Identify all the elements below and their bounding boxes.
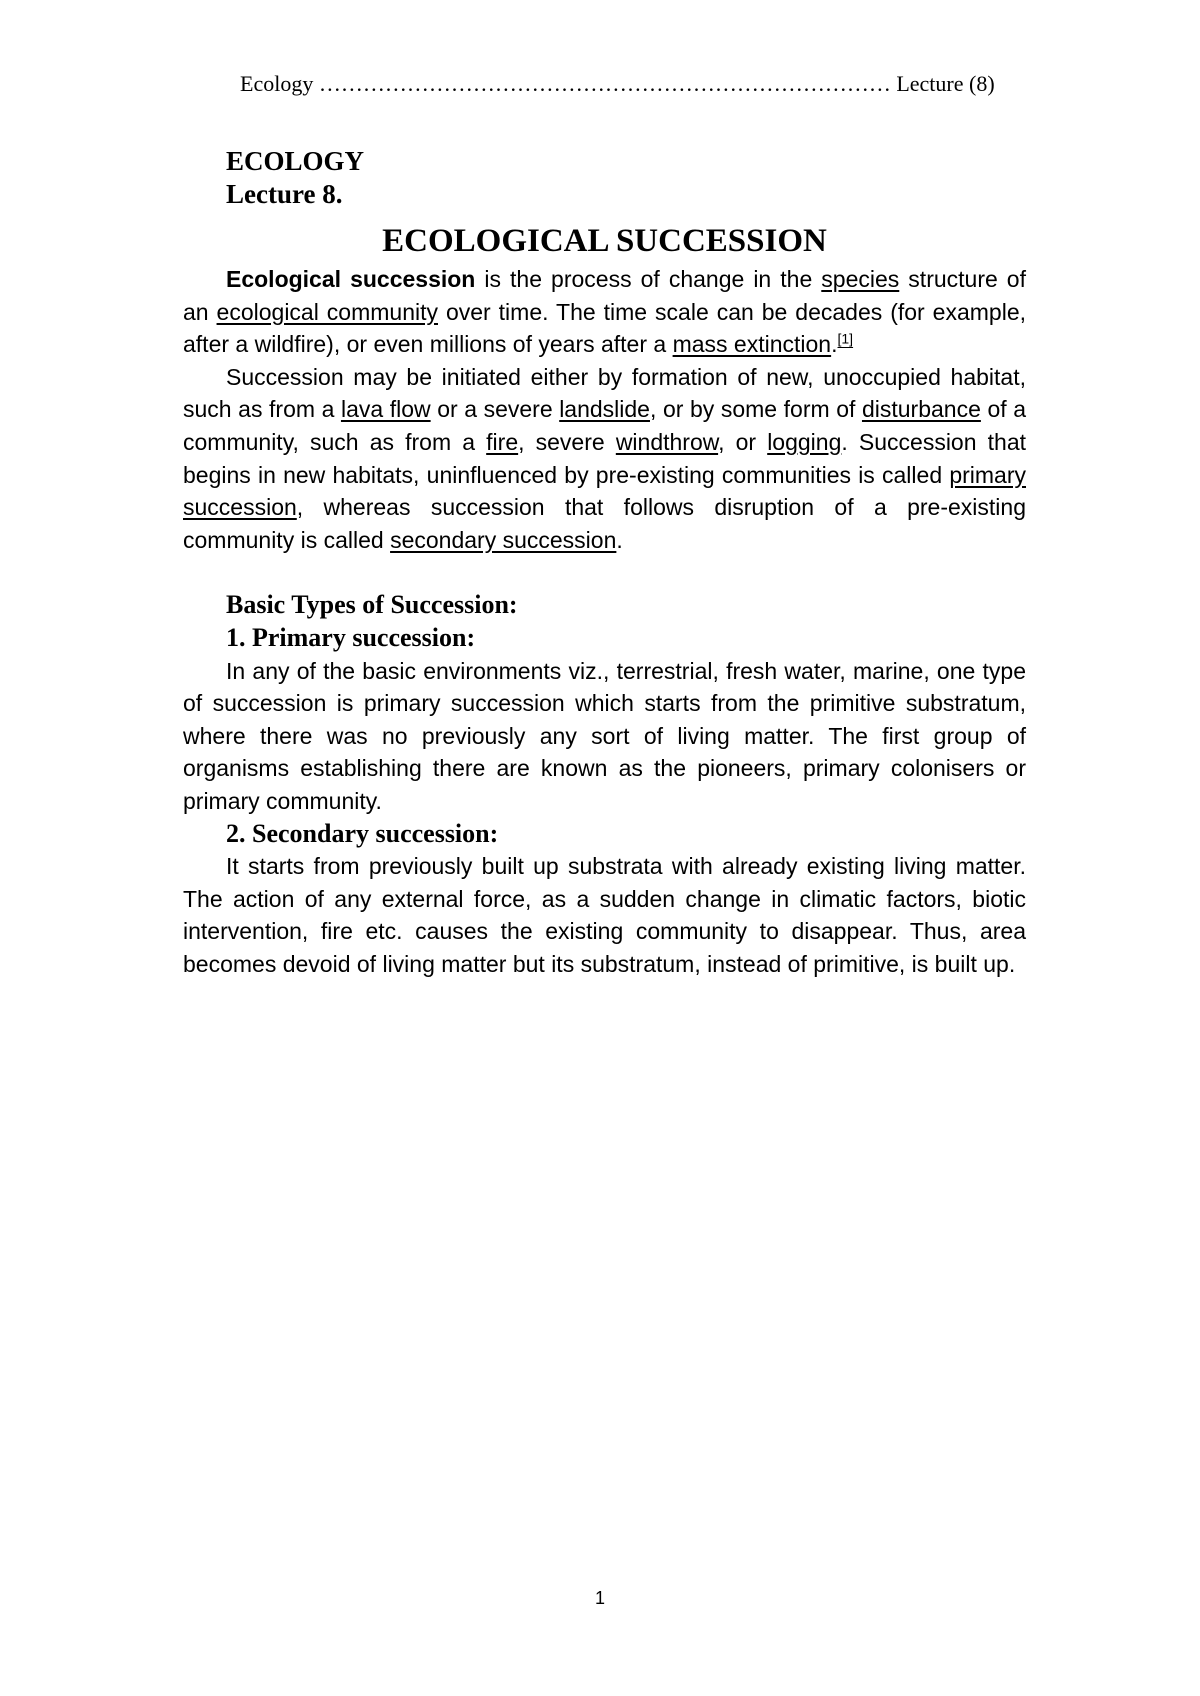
link-species[interactable]: species [821,266,900,292]
text-run: . [616,526,623,553]
initiation-paragraph [183,361,1026,557]
page-number: 1 [594,1588,605,1608]
course-title: ECOLOGY [226,146,365,176]
text-run: structure of an [183,266,1026,325]
text-run: . Succession that begins in new habitats, uninfluenced by pre-existing communities is called [183,428,1026,488]
text-run: or a severe [430,396,560,423]
link-mass-extinction[interactable]: mass extinction [672,331,832,358]
text-run: . [831,331,838,358]
header-leader: …………………………………………………………………… [318,71,891,96]
link-lava-flow[interactable]: lava flow [340,396,431,423]
link-primary-succession[interactable]: primary succession [183,461,1026,521]
link-ecological-community[interactable]: ecological community [216,298,438,325]
types-heading: Basic Types of Succession: [226,590,518,620]
text-run: is the process of change in the [475,266,822,292]
text-run: , or by some form of [649,396,862,423]
section-gap [183,556,1026,589]
header-left: Ecology [240,71,314,96]
link-landslide[interactable]: landslide [559,396,650,423]
secondary-succession-text: It starts from previously built up substrata with already existing living matter. The action of any external force, as a sudden change in climatic factors, biotic intervention, fire etc. causes the existing community to disappear. Thus, area becomes devoid of living matter but its substratum, instead of primitive, is built up. [183,853,1026,977]
text-run: of a community, such as from a [183,396,1027,455]
header-right: Lecture (8) [896,71,995,96]
link-logging[interactable]: logging [767,428,842,455]
running-header [240,70,1000,98]
lecture-label: Lecture 8. [226,179,343,209]
link-disturbance[interactable]: disturbance [861,396,981,423]
link-windthrow[interactable]: windthrow [615,428,719,455]
text-run: Succession may be initiated either by formation of new, unoccupied habitat, such as from a [183,363,1026,423]
reference-link[interactable]: [1] [837,330,854,347]
primary-succession-heading: 1. Primary succession: [226,622,476,652]
primary-succession-text: In any of the basic environments viz., terrestrial, fresh water, marine, one type of succession is primary succession which starts from the primitive substratum, where there was no previously any sort of living matter. The first group of organisms establishing there are known as the pioneers, primary colonisers or primary community. [183,657,1026,814]
main-title: ECOLOGICAL SUCCESSION [382,223,827,259]
text-run: over time. The time scale can be decades (for example, after a wildfire), or even millions of years after a [183,298,1026,358]
text-run: , whereas succession that follows disruption of a pre-existing community is called [183,494,1026,553]
term-ecological-succession: Ecological succession [226,266,476,292]
secondary-succession-heading: 2. Secondary succession: [226,818,499,848]
intro-paragraph [183,263,1026,361]
link-fire[interactable]: fire [486,428,519,455]
link-secondary-succession[interactable]: secondary succession [390,526,617,553]
page-content [183,145,1026,980]
text-run: , or [718,428,768,455]
text-run: , severe [518,428,616,455]
